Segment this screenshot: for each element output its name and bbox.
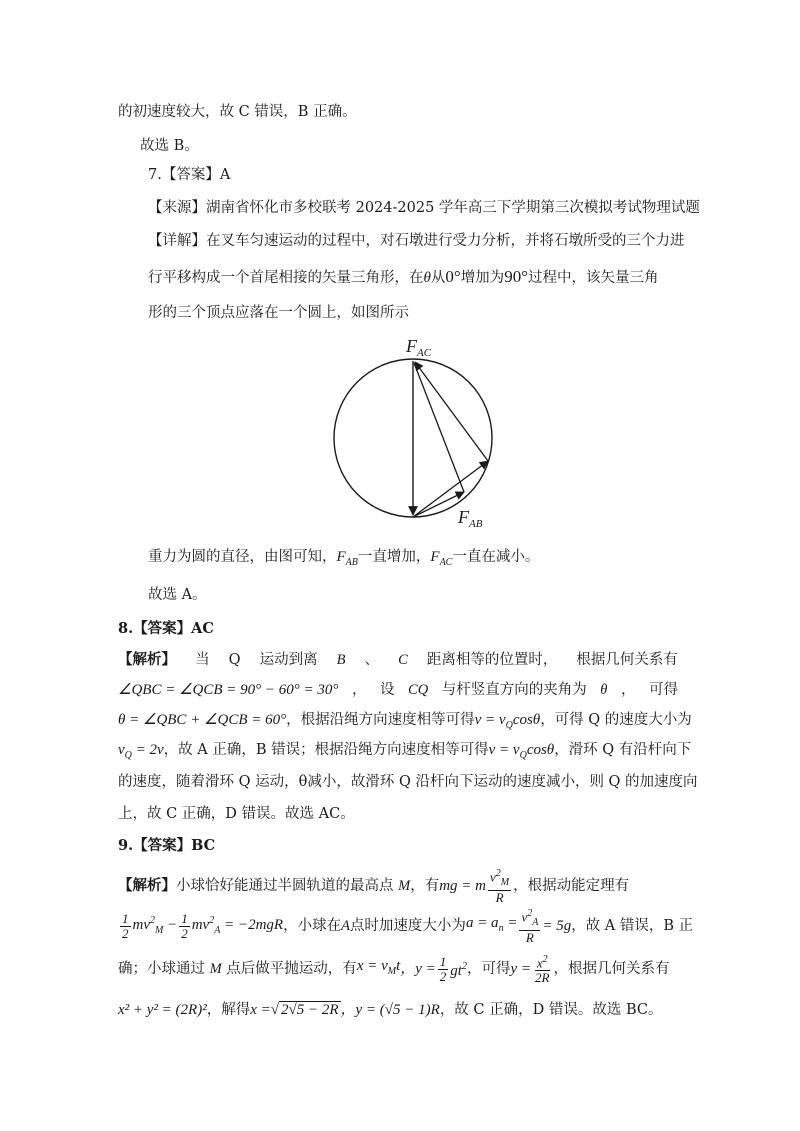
text-span: ，故 C 正确，D 错误。故选 BC。 bbox=[439, 1002, 663, 1018]
q9-line4 bbox=[118, 993, 663, 1027]
equation: ，y = bbox=[400, 961, 436, 977]
equation: $v = v_Q\cos\theta$ bbox=[474, 712, 541, 731]
point-m: M bbox=[209, 961, 222, 977]
text-span: 可得 bbox=[649, 682, 678, 698]
equation: mg = m bbox=[439, 878, 486, 894]
equation: θ = ∠QBC + ∠QCB = 60° bbox=[118, 712, 287, 728]
text-span: 点后做平抛运动，有 bbox=[226, 961, 357, 977]
text-span: ，故 A 错误，B 正 bbox=[571, 918, 694, 934]
equation: $mv^2_A = -2mgR$ bbox=[191, 915, 284, 936]
q7-conclusion: 故选 A。 bbox=[148, 587, 207, 603]
point-m: M bbox=[398, 878, 411, 894]
text-span: 距离相等的位置时， bbox=[426, 652, 558, 668]
text-span: 根据几何关系有 bbox=[576, 652, 678, 668]
q8-line2 bbox=[118, 679, 678, 701]
text-span: 设 bbox=[379, 682, 395, 698]
q8-line3 bbox=[118, 709, 692, 737]
text-span: ，解得 bbox=[206, 1002, 251, 1018]
fab-vector-1 bbox=[413, 461, 488, 517]
text-span: 小球恰好能通过半圆轨道的最高点 bbox=[176, 878, 394, 894]
equation: y = bbox=[510, 961, 531, 977]
text-span: 一直在减小。 bbox=[452, 549, 540, 565]
point-c: C bbox=[398, 652, 408, 668]
text-span: 在叉车匀速运动的过程中，对石墩进行受力分析，并将石墩所受的三个力进 bbox=[206, 233, 685, 249]
text-span: ， bbox=[351, 682, 367, 698]
analysis-label: 【解析】 bbox=[118, 877, 176, 894]
equation: $mv^2_M$ − bbox=[132, 915, 178, 936]
text-span: 从 bbox=[430, 270, 446, 286]
text-span: 、 bbox=[364, 652, 380, 668]
symbol-fab: $F_{AB}$ bbox=[336, 549, 358, 568]
q9-line3 bbox=[118, 949, 669, 989]
fraction: $\frac{v^2_M}{R}$ bbox=[490, 868, 510, 905]
q7-source: 【来源】湖南省怀化市多校联考 2024-2025 学年高三下学期第三次模拟考试物理试题 bbox=[148, 200, 700, 216]
text-line: 的初速度较大，故 C 错误，B 正确。 bbox=[118, 104, 357, 120]
equation: ∠QBC = ∠QCB = 90° − 60° = 30° bbox=[118, 682, 339, 698]
equation: $v_Q = 2v$ bbox=[118, 742, 164, 761]
q8-answer: 8.【答案】AC bbox=[118, 620, 214, 637]
text-span: 运动到离 bbox=[259, 652, 318, 668]
equation: $a = a_n$ = bbox=[465, 915, 518, 934]
text-span: 增加为 bbox=[460, 270, 505, 286]
text-span: ，故 A 正确，B 错误；根据沿绳方向速度相等可得 bbox=[163, 742, 489, 758]
angle-90: 90° bbox=[504, 267, 528, 286]
point-b: B bbox=[336, 652, 346, 668]
q8-line4 bbox=[118, 739, 691, 767]
q7-answer: 7.【答案】A bbox=[148, 167, 231, 183]
q8-line1 bbox=[118, 649, 678, 671]
fraction: $\frac{1}{2}$ bbox=[181, 910, 188, 941]
angle-0: 0° bbox=[445, 267, 461, 286]
text-line: 故选 B。 bbox=[140, 138, 199, 154]
fac-vector-2 bbox=[414, 363, 464, 492]
text-span: ，有 bbox=[410, 878, 440, 894]
fac-vector-1 bbox=[415, 362, 488, 461]
text-span: ，根据沿绳方向速度相等可得 bbox=[286, 712, 475, 728]
text-span: 重力为圆的直径，由图可知， bbox=[148, 549, 337, 565]
text-span: Q bbox=[228, 652, 241, 668]
fraction: $\frac{x^2}{2R}$ bbox=[535, 953, 550, 986]
text-span: ，小球在 bbox=[283, 918, 342, 934]
fraction: $\frac{1}{2}$ bbox=[439, 953, 447, 984]
equation: $gt^2$ bbox=[450, 961, 467, 979]
q7-detail-line3: 形的三个顶点应落在一个圆上，如图所示 bbox=[148, 305, 409, 321]
fraction: $\frac{1}{2}$ bbox=[122, 910, 129, 941]
text-span: ， bbox=[620, 682, 636, 698]
text-span: ，滑环 Q 有沿杆向下 bbox=[554, 742, 692, 758]
vector-triangle-figure bbox=[328, 330, 508, 540]
text-span: 点时加速度大小为 bbox=[349, 918, 466, 934]
text-span: ，根据几何关系有 bbox=[553, 961, 670, 977]
text-span: 一直增加， bbox=[357, 549, 431, 565]
theta-symbol: θ bbox=[423, 270, 431, 286]
label-fac: $F_{AC}$ bbox=[406, 336, 432, 359]
text-span: 当 bbox=[195, 652, 210, 668]
q9-answer: 9.【答案】BC bbox=[118, 837, 216, 854]
text-span: 过程中，该矢量三角 bbox=[528, 270, 659, 286]
detail-label: 【详解】 bbox=[148, 233, 206, 249]
equation: ，y = (√5 − 1)R bbox=[340, 1002, 440, 1018]
text-span: ，可得 bbox=[466, 961, 511, 977]
text-span: 行平移构成一个首尾相接的矢量三角形，在 bbox=[148, 270, 424, 286]
q8-line5: 的速度，随着滑环 Q 运动，θ减小，故滑环 Q 沿杆向下运动的速度减小，则 Q 的加速度向 bbox=[118, 774, 698, 790]
label-fab: $F_{AB}$ bbox=[458, 507, 483, 530]
text-span: ，可得 Q 的速度大小为 bbox=[540, 712, 692, 728]
q9-line1 bbox=[118, 866, 629, 906]
segment-cq: CQ bbox=[408, 682, 429, 698]
q8-line6: 上，故 C 正确，D 错误。故选 AC。 bbox=[118, 806, 355, 822]
equation: x = bbox=[250, 1002, 271, 1018]
theta-symbol: θ bbox=[600, 682, 608, 698]
sqrt-expression: √ 2√5 − 2R bbox=[270, 1002, 339, 1018]
equation: x² + y² = (2R)² bbox=[118, 1002, 207, 1018]
q9-line2 bbox=[118, 906, 693, 946]
q7-detail-line2 bbox=[148, 266, 659, 289]
analysis-label: 【解析】 bbox=[118, 651, 176, 668]
point-a: A bbox=[341, 918, 350, 934]
text-span: 确；小球通过 bbox=[118, 961, 205, 977]
text-span: ，根据动能定理有 bbox=[513, 878, 630, 894]
symbol-fac: $F_{AC}$ bbox=[430, 549, 453, 568]
equation: $v = v_Q\cos\theta$ bbox=[488, 742, 555, 761]
q7-after-line bbox=[148, 546, 539, 574]
q7-detail-line1 bbox=[148, 230, 685, 252]
fraction: $\frac{v^2_A}{R}$ bbox=[521, 908, 539, 945]
equation: = 5g bbox=[542, 918, 572, 934]
equation: $x = v_Mt$ bbox=[356, 958, 401, 977]
text-span: 与杆竖直方向的夹角为 bbox=[441, 682, 587, 698]
